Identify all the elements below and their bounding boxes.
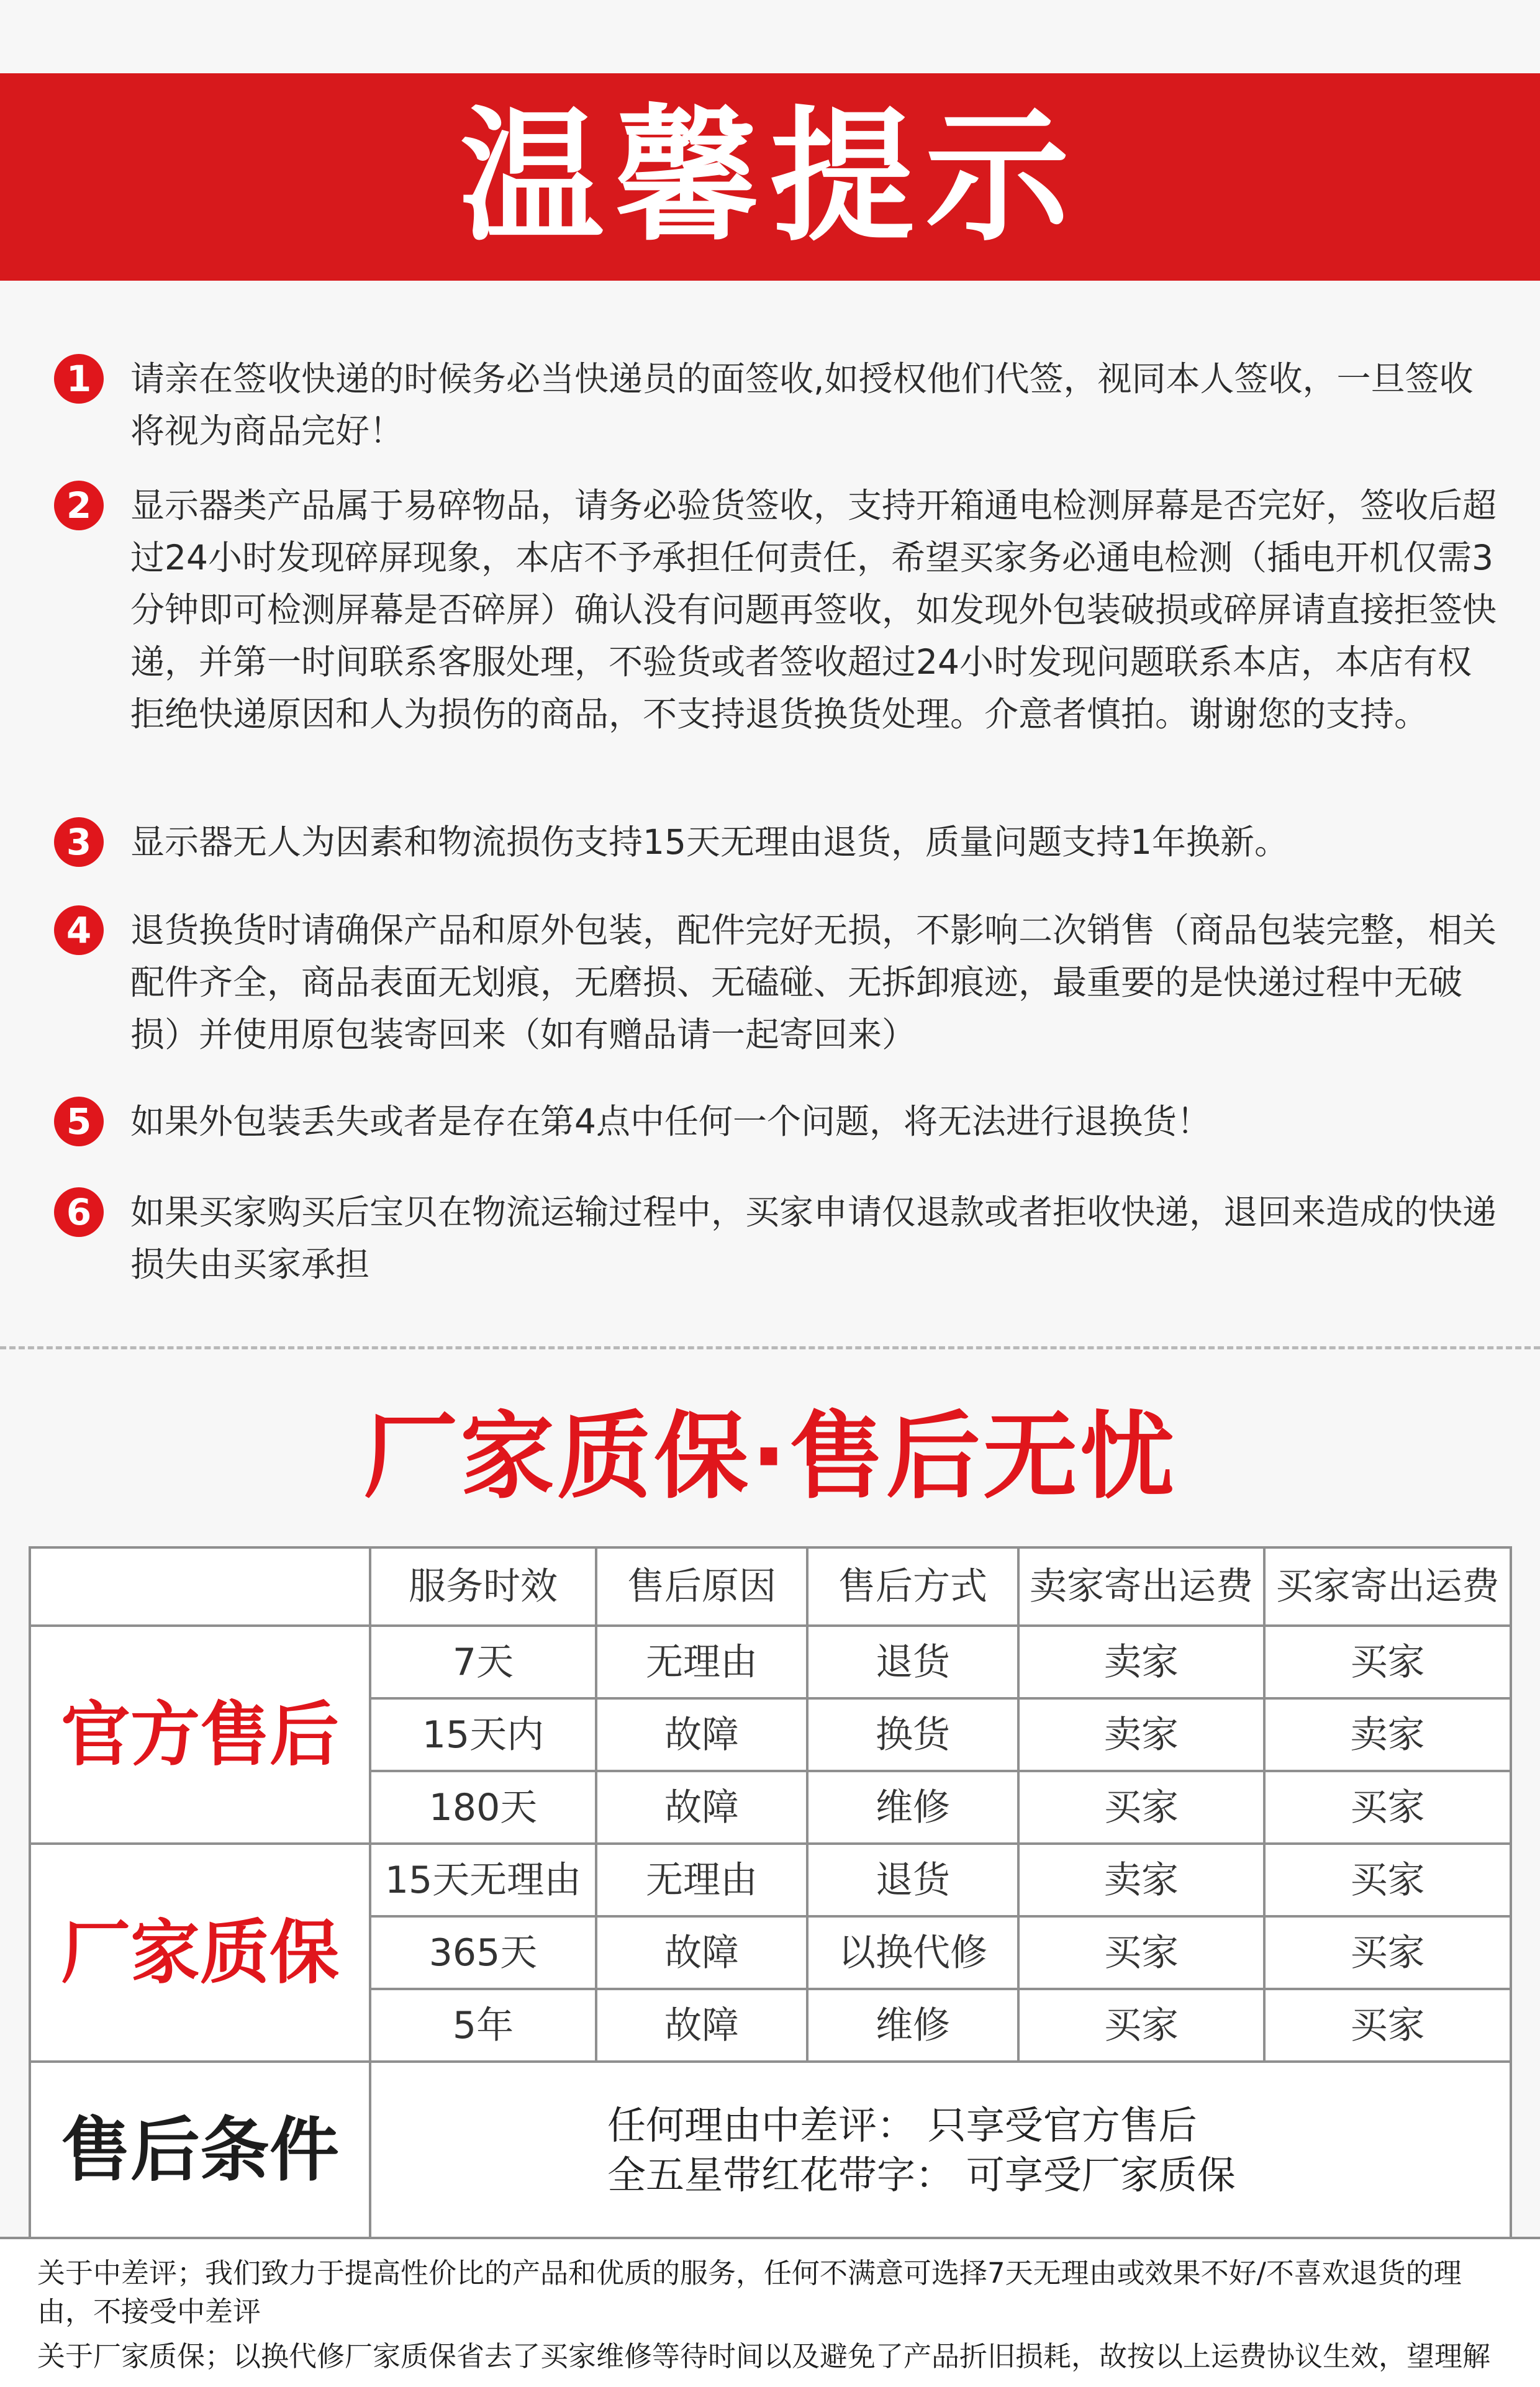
header-method: 售后方式 [807, 1547, 1018, 1626]
number-badge-icon: 3 [54, 817, 104, 867]
dashed-divider [0, 1346, 1540, 1349]
table-cell: 故障 [596, 1771, 807, 1844]
notice-text: 如果买家购买后宝贝在物流运输过程中，买家申请仅退款或者拒收快递，退回来造成的快递损失由买家承担 [130, 1192, 1497, 1284]
condition-line: 全五星带红花带字： 可享受厂家质保 [607, 2152, 1236, 2198]
conditions-cell [370, 2062, 1511, 2239]
notice-text: 退货换货时请确保产品和原外包装，配件完好无损，不影响二次销售（商品包装完整，相关配件齐全，商品表面无划痕，无磨损、无磕碰、无拆卸痕迹，最重要的是快递过程中无破损）并使用原包装寄回来（如有赠品请一起寄回来） [130, 910, 1497, 1054]
table-corner-cell [30, 1547, 370, 1626]
table-cell: 卖家 [1018, 1626, 1264, 1698]
table-cell: 5年 [370, 1989, 596, 2062]
header-reason: 售后原因 [596, 1547, 807, 1626]
table-cell: 以换代修 [807, 1916, 1018, 1989]
header-service-period: 服务时效 [370, 1547, 596, 1626]
header-seller-shipping: 卖家寄出运费 [1018, 1547, 1264, 1626]
conditions-label: 售后条件 [30, 2062, 370, 2239]
table-cell: 买家 [1018, 1989, 1264, 2062]
number-badge-icon: 6 [54, 1187, 104, 1237]
table-cell: 换货 [807, 1698, 1018, 1771]
table-header-row [30, 1547, 1511, 1626]
table-cell: 买家 [1264, 1626, 1511, 1698]
table-cell: 买家 [1264, 1916, 1511, 1989]
title-banner [0, 73, 1540, 281]
table-row [30, 1844, 1511, 1916]
table-cell: 买家 [1264, 1989, 1511, 2062]
table-cell: 故障 [596, 1989, 807, 2062]
footnotes [0, 2237, 1540, 2387]
banner-title: 温馨提示 [459, 93, 1080, 261]
number-badge-icon: 4 [54, 905, 104, 955]
conditions-row [30, 2062, 1511, 2239]
number-badge-icon: 1 [54, 354, 104, 404]
table-cell: 故障 [596, 1916, 807, 1989]
table-cell: 买家 [1018, 1916, 1264, 1989]
group-label-official: 官方售后 [30, 1626, 370, 1844]
table-cell: 15天无理由 [370, 1844, 596, 1916]
condition-line: 任何理由中差评： 只享受官方售后 [607, 2103, 1197, 2148]
table-cell: 180天 [370, 1771, 596, 1844]
table-cell: 买家 [1264, 1771, 1511, 1844]
table-cell: 365天 [370, 1916, 596, 1989]
number-badge-icon: 2 [54, 481, 104, 530]
table-cell: 无理由 [596, 1844, 807, 1916]
section-title: 厂家质保·售后无忧 [363, 1402, 1177, 1511]
table-cell: 退货 [807, 1844, 1018, 1916]
notice-text: 显示器类产品属于易碎物品，请务必验货签收，支持开箱通电检测屏幕是否完好，签收后超过24小时发现碎屏现象，本店不予承担任何责任，希望买家务必通电检测（插电开机仅需3分钟即可检测屏幕是否碎屏）确认没有问题再签收，如发现外包装破损或碎屏请直接拒签快递，并第一时间联系客服处理，不验货或者签收超过24小时发现问题联系本店，本店有权拒绝快递原因和人为损伤的商品，不支持退货换货处理。介意者慎拍。谢谢您的支持。 [130, 486, 1497, 734]
table-cell: 15天内 [370, 1698, 596, 1771]
table-cell: 7天 [370, 1626, 596, 1698]
table-cell: 维修 [807, 1989, 1018, 2062]
footnote-manufacturer-warranty: 关于厂家质保；以换代修厂家质保省去了买家维修等待时间以及避免了产品折旧损耗，故按以上运费协议生效，望理解 [37, 2340, 1491, 2373]
table-cell: 卖家 [1264, 1698, 1511, 1771]
table-cell: 卖家 [1018, 1698, 1264, 1771]
group-label-manufacturer: 厂家质保 [30, 1844, 370, 2062]
table-cell: 无理由 [596, 1626, 807, 1698]
after-sales-table [29, 1546, 1512, 2240]
table-cell: 故障 [596, 1698, 807, 1771]
table-row [30, 1626, 1511, 1698]
table-cell: 退货 [807, 1626, 1018, 1698]
header-buyer-shipping: 买家寄出运费 [1264, 1547, 1511, 1626]
table-cell: 买家 [1264, 1844, 1511, 1916]
footnote-negative-review: 关于中差评；我们致力于提高性价比的产品和优质的服务，任何不满意可选择7天无理由或效果不好/不喜欢退货的理由，不接受中差评 [37, 2257, 1462, 2328]
notice-text: 显示器无人为因素和物流损伤支持15天无理由退货，质量问题支持1年换新。 [130, 822, 1289, 862]
notice-text: 请亲在签收快递的时候务必当快递员的面签收,如授权他们代签，视同本人签收，一旦签收将视为商品完好！ [130, 359, 1474, 451]
table-cell: 卖家 [1018, 1844, 1264, 1916]
table-cell: 维修 [807, 1771, 1018, 1844]
number-badge-icon: 5 [54, 1097, 104, 1146]
notice-text: 如果外包装丢失或者是存在第4点中任何一个问题，将无法进行退换货！ [130, 1102, 1211, 1141]
table-cell: 买家 [1018, 1771, 1264, 1844]
